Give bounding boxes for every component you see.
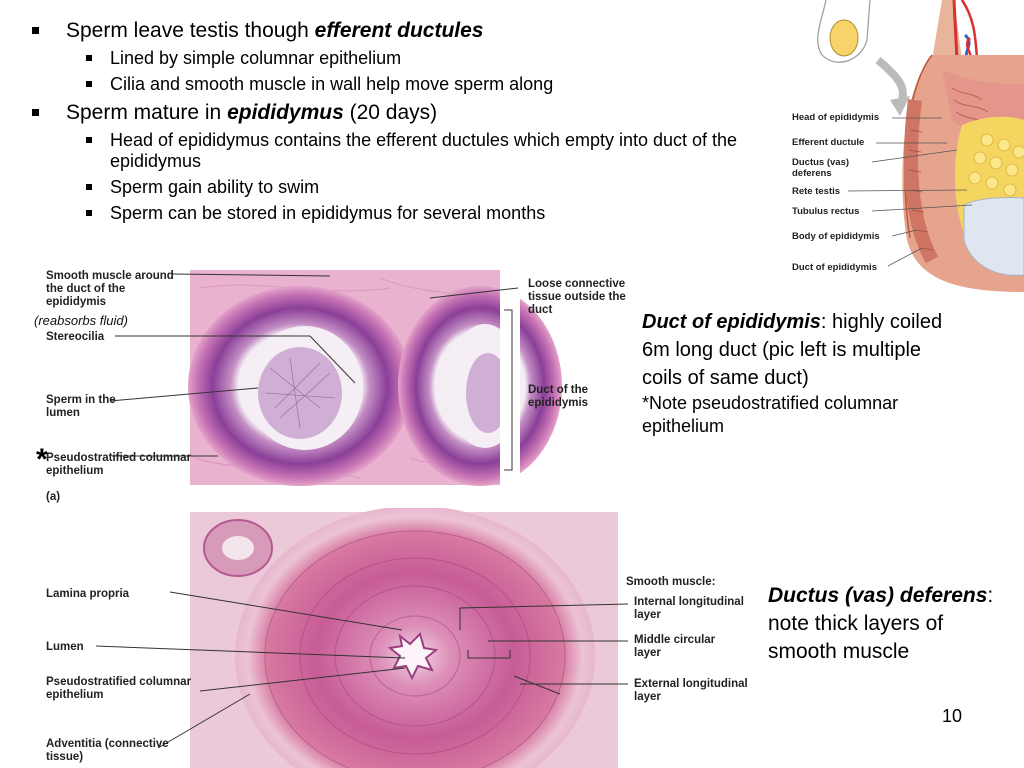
testis-anatomy-illustration — [782, 0, 1024, 292]
vas-body: note thick layers of smooth muscle — [768, 612, 944, 663]
anatomy-label-tubulus: Tubulus rectus — [792, 206, 860, 217]
duct-title: Duct of epididymis — [642, 311, 821, 333]
anatomy-label-rete: Rete testis — [792, 186, 841, 197]
label-pseudostratified-b: Pseudostratified columnar epithelium — [46, 676, 192, 701]
bullet-text: Sperm mature in — [66, 101, 228, 124]
anatomy-label-head: Head of epididymis — [792, 112, 880, 123]
label-sperm-lumen: Sperm in the lumen — [46, 394, 116, 419]
subbullet: Sperm gain ability to swim — [30, 177, 770, 198]
label-middle-layer: Middle circular layer — [634, 634, 716, 659]
epididymis-micrograph-panel — [0, 258, 640, 508]
duct-note: *Note pseudostratified columnar epithelium — [642, 393, 899, 436]
reabsorbs-note: (reabsorbs fluid) — [34, 313, 128, 328]
label-stereocilia: Stereocilia — [46, 331, 105, 343]
vas-deferens-micrograph-panel — [0, 508, 760, 768]
duct-body: : highly coiled 6m long duct (pic left is multiple coils of same duct) — [642, 311, 943, 389]
vas-title: Ductus (vas) deferens — [768, 584, 988, 607]
bullet-emphasis: efferent ductules — [314, 19, 484, 42]
bullet-list — [30, 18, 770, 229]
label-duct-epididymis: Duct of the epididymis — [528, 384, 589, 409]
vas-colon: : — [987, 584, 994, 607]
anatomy-label-duct: Duct of epididymis — [792, 262, 877, 273]
subbullet: Head of epididymus contains the efferent ductules which empty into duct of the epididymus — [30, 130, 760, 172]
label-internal-layer: Internal longitudinal layer — [634, 596, 744, 621]
subbullet: Cilia and smooth muscle in wall help move sperm along — [30, 74, 770, 95]
label-lamina-propria: Lamina propria — [46, 588, 130, 600]
label-smooth-muscle-header: Smooth muscle: — [626, 576, 716, 588]
label-external-layer: External longitudinal layer — [634, 678, 748, 703]
anatomy-label-body: Body of epididymis — [792, 231, 880, 242]
label-pseudostratified-a: Pseudostratified columnar epithelium — [46, 452, 192, 477]
bullet-efferent — [30, 18, 770, 44]
vas-description — [768, 582, 998, 666]
bullet-epididymus — [30, 100, 770, 126]
page-number: 10 — [941, 706, 962, 726]
panel-tag-a: (a) — [46, 491, 61, 503]
bullet-text: Sperm leave testis though — [66, 19, 315, 42]
asterisk-marker: * — [36, 443, 48, 476]
label-adventitia: Adventitia (connective tissue) — [46, 738, 169, 763]
label-loose-connective: Loose connective tissue outside the duct — [528, 278, 626, 316]
anatomy-label-vas: Ductus (vas) deferens — [792, 157, 850, 179]
bullet-emphasis: epididymus — [227, 101, 344, 124]
duct-description — [642, 308, 962, 438]
label-smooth-muscle: Smooth muscle around the duct of the epididymis — [46, 270, 174, 308]
anatomy-label-efferent: Efferent ductule — [792, 137, 865, 148]
subbullet: Sperm can be stored in epididymus for several months — [30, 203, 770, 224]
label-lumen: Lumen — [46, 641, 84, 653]
subbullet: Lined by simple columnar epithelium — [30, 48, 770, 69]
bullet-text: (20 days) — [343, 101, 438, 124]
